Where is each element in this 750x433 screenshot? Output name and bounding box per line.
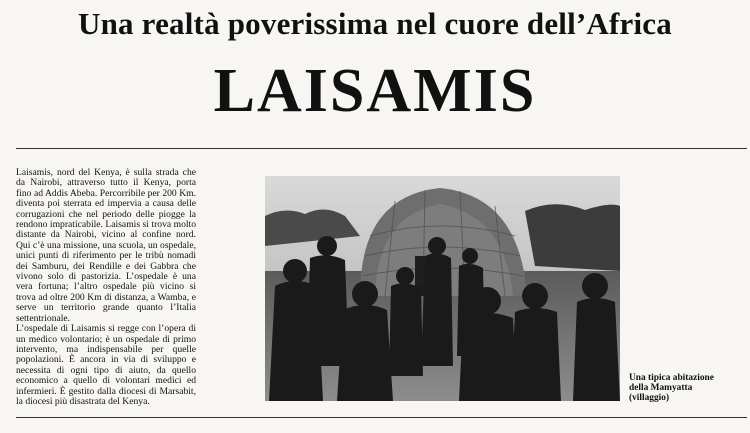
village-photo [265,176,620,401]
article-body [16,168,196,407]
body-paragraph-1: Laisamis, nord del Kenya, è sulla strada che da Nairobi, attraverso tutto il Kenya, porta fino ad Addis Abeba. Percorribile per 200 Km. diventa poi sterrata ed impervia a causa delle corrugazioni che nel periodo delle piogge la rendono impraticabile. Laisamis si trova molto distante da Nairobi, vicino al confine nord. Qui c’è una missione, una scuola, un ospedale, unici punti di riferimento per le tribù nomadi dei Samburu, dei Rendille e dei Gabbra che vivono solo di pastorizia. L’ospedale è una vera fortuna; l’altro ospedale più vicino si trova ad oltre 200 Km di distanza, a Wamba, e serve un territorio grande quanto l’Italia settentrionale. [16,167,196,324]
top-divider [16,148,747,149]
caption-line-1: Una tipica abitazione [629,373,714,383]
caption-line-3: (villaggio) [629,393,670,403]
article-title: LAISAMIS [213,57,537,125]
article-headline: Una realtà poverissima nel cuore dell’Africa [78,6,672,41]
bottom-divider [16,417,747,418]
body-paragraph-2: L’ospedale di Laisamis si regge con l’opera di un medico volontario; è un ospedale di primo intervento, ma indispensabile per quelle popolazioni. È ancora in via di sviluppo e necessita di ogni tipo di aiuto, da quello economico a quello di volontari medici ed infermieri. È gestito dalla diocesi di Marsabit, la diocesi più disastrata del Kenya. [16,323,196,407]
caption-line-2: della Mamyatta [629,383,693,393]
photo-caption [629,373,747,403]
